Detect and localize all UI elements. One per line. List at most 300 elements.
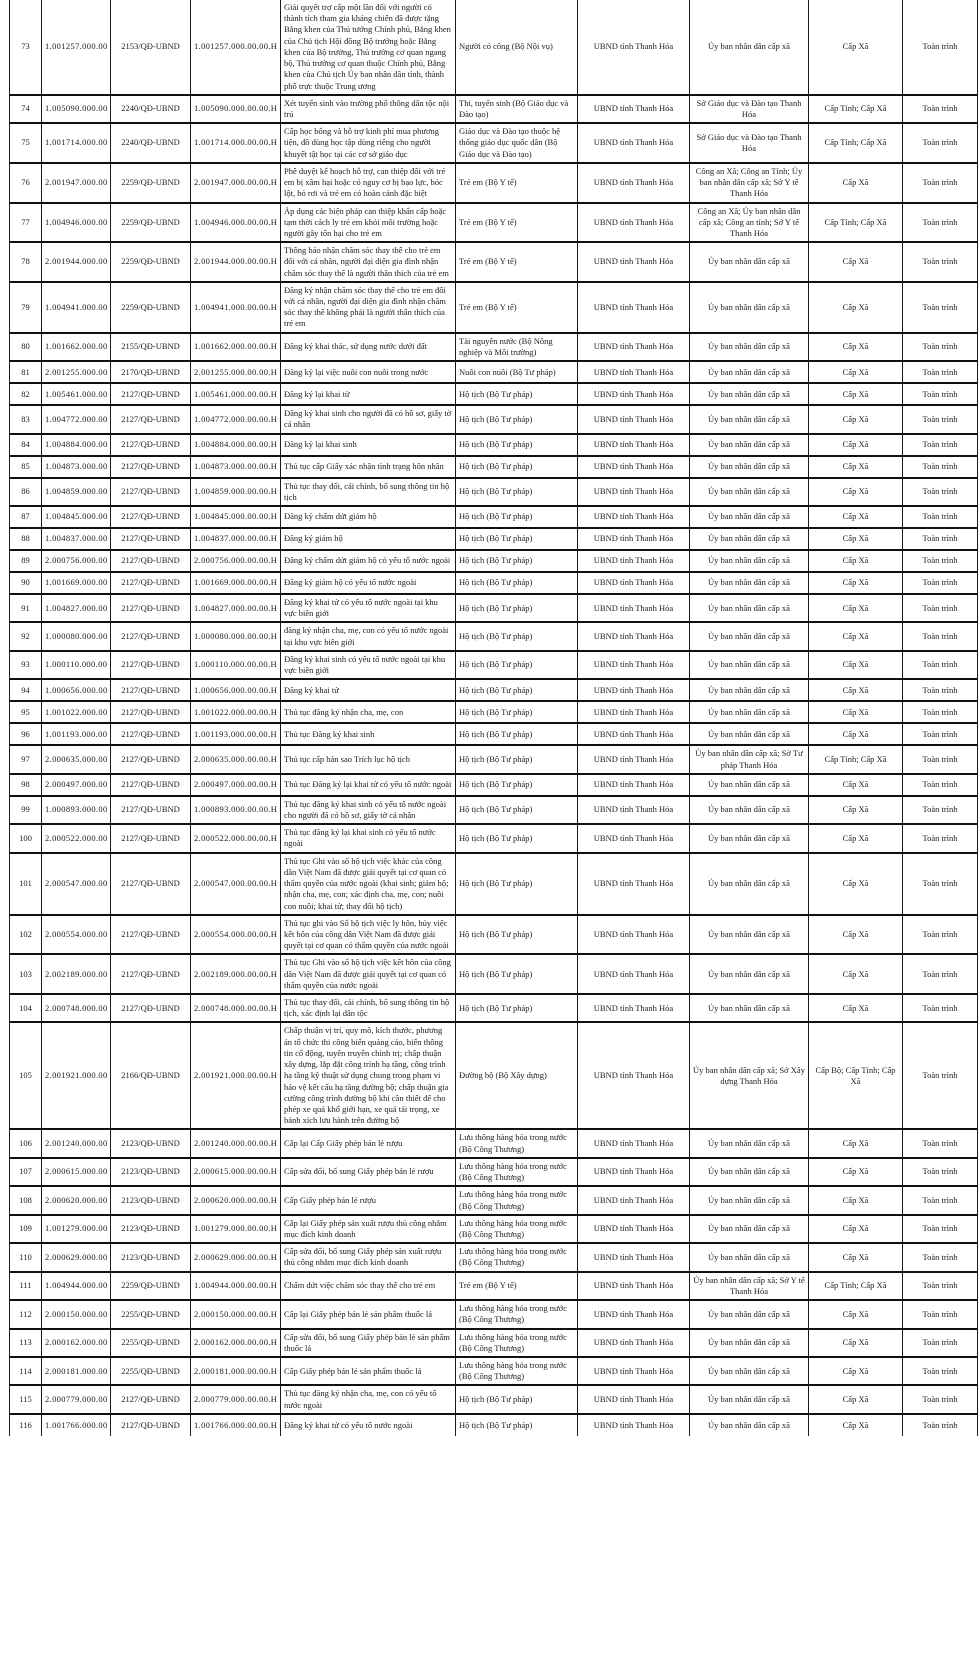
- procedure-code: 2.000181.000.00: [42, 1357, 111, 1385]
- administrative-level: Cấp Xã: [809, 774, 903, 796]
- procedure-name: Thông báo nhận chăm sóc thay thế cho trẻ em đối với cá nhân, người đại diện gia đình nhận chăm sóc thay thế là người thân thích của trẻ em: [281, 242, 456, 282]
- administrative-level: Cấp Xã: [809, 1243, 903, 1271]
- procedure-name: Thủ tục Đăng ký lại khai tử có yếu tố nước ngoài: [281, 774, 456, 796]
- procedure-code: 1.005461.000.00: [42, 383, 111, 405]
- row-number: 82: [10, 383, 42, 405]
- procedure-code: 1.004837.000.00: [42, 528, 111, 550]
- decision-number: 2127/QĐ-UBND: [111, 774, 191, 796]
- table-row: [10, 1414, 978, 1436]
- field-label: Lưu thông hàng hóa trong nước (Bộ Công Thương): [456, 1129, 578, 1157]
- implementing-agency: Ủy ban nhân dân cấp xã: [690, 478, 809, 506]
- administrative-level: Cấp Xã: [809, 282, 903, 333]
- procedure-code-full: 1.001662.000.00.00.H: [191, 333, 281, 361]
- table-row: [10, 723, 978, 745]
- field-label: Hộ tịch (Bộ Tư pháp): [456, 1414, 578, 1436]
- row-number: 81: [10, 361, 42, 383]
- administrative-level: Cấp Xã: [809, 594, 903, 622]
- procedure-code: 2.000756.000.00: [42, 550, 111, 572]
- field-label: Hộ tịch (Bộ Tư pháp): [456, 679, 578, 701]
- administrative-level: Cấp Xã: [809, 333, 903, 361]
- decision-number: 2127/QĐ-UBND: [111, 434, 191, 456]
- procedure-code: 1.000893.000.00: [42, 796, 111, 824]
- procedure-code: 1.004944.000.00: [42, 1272, 111, 1300]
- publishing-agency: UBND tỉnh Thanh Hóa: [578, 361, 690, 383]
- administrative-level: Cấp Xã: [809, 1300, 903, 1328]
- procedure-code: 2.001921.000.00: [42, 1022, 111, 1129]
- implementing-agency: Ủy ban nhân dân cấp xã: [690, 915, 809, 955]
- administrative-level: Cấp Xã: [809, 1215, 903, 1243]
- row-number: 108: [10, 1186, 42, 1214]
- decision-number: 2123/QĐ-UBND: [111, 1186, 191, 1214]
- procedure-name: Thủ tục Ghi vào sổ hộ tịch việc khác của công dân Việt Nam đã được giải quyết tại cơ quan có thẩm quyền của nước ngoài (khai sinh; giám hộ; nhận cha, mẹ, con; xác định cha, mẹ, con; nuôi con nuôi; khai tử; thay đổi hộ tịch): [281, 853, 456, 915]
- procedure-name: Giải quyết trợ cấp một lần đối với người có thành tích tham gia kháng chiến đã được tặng Bằng khen của Thủ tướng Chính phủ, Bằng khen của Chủ tịch Hội đồng Bộ trưởng hoặc Bằng khen của Bộ trưởng, Thủ trưởng cơ quan ngang bộ, Thủ trưởng cơ quan thuộc Chính phủ, Bằng khen của Chủ tịch Ủy ban nhân dân tỉnh, thành phố trực thuộc Trung ương: [281, 0, 456, 95]
- field-label: Lưu thông hàng hóa trong nước (Bộ Công Thương): [456, 1158, 578, 1186]
- online-mode: Toàn trình: [903, 333, 978, 361]
- decision-number: 2123/QĐ-UBND: [111, 1129, 191, 1157]
- online-mode: Toàn trình: [903, 282, 978, 333]
- procedure-code: 2.001240.000.00: [42, 1129, 111, 1157]
- implementing-agency: Ủy ban nhân dân cấp xã: [690, 1414, 809, 1436]
- online-mode: Toàn trình: [903, 528, 978, 550]
- procedure-name: Đăng ký giám hộ: [281, 528, 456, 550]
- field-label: Hộ tịch (Bộ Tư pháp): [456, 434, 578, 456]
- procedure-code-full: 2.000497.000.00.00.H: [191, 774, 281, 796]
- implementing-agency: Ủy ban nhân dân cấp xã: [690, 528, 809, 550]
- field-label: Hộ tịch (Bộ Tư pháp): [456, 994, 578, 1022]
- table-row: [10, 853, 978, 915]
- table-row: [10, 954, 978, 994]
- procedure-code-full: 2.000615.000.00.00.H: [191, 1158, 281, 1186]
- procedure-code: 2.001944.000.00: [42, 242, 111, 282]
- field-label: Hộ tịch (Bộ Tư pháp): [456, 478, 578, 506]
- decision-number: 2127/QĐ-UBND: [111, 994, 191, 1022]
- decision-number: 2127/QĐ-UBND: [111, 405, 191, 433]
- table-row: [10, 1300, 978, 1328]
- publishing-agency: UBND tỉnh Thanh Hóa: [578, 954, 690, 994]
- procedure-name: Đăng ký lại khai sinh: [281, 434, 456, 456]
- administrative-level: Cấp Xã: [809, 478, 903, 506]
- implementing-agency: Ủy ban nhân dân cấp xã; Sở Xây dựng Thanh Hóa: [690, 1022, 809, 1129]
- row-number: 83: [10, 405, 42, 433]
- online-mode: Toàn trình: [903, 242, 978, 282]
- procedure-code-full: 1.000080.000.00.00.H: [191, 622, 281, 650]
- publishing-agency: UBND tỉnh Thanh Hóa: [578, 383, 690, 405]
- field-label: Giáo dục và Đào tạo thuộc hệ thống giáo dục quốc dân (Bộ Giáo dục và Đào tạo): [456, 123, 578, 163]
- procedure-code: 1.000110.000.00: [42, 651, 111, 679]
- row-number: 107: [10, 1158, 42, 1186]
- table-row: [10, 282, 978, 333]
- decision-number: 2240/QĐ-UBND: [111, 95, 191, 123]
- implementing-agency: Ủy ban nhân dân cấp xã: [690, 1329, 809, 1357]
- procedure-name: Đăng ký khai tử: [281, 679, 456, 701]
- administrative-level: Cấp Xã: [809, 1329, 903, 1357]
- decision-number: 2123/QĐ-UBND: [111, 1215, 191, 1243]
- field-label: Trẻ em (Bộ Y tế): [456, 203, 578, 243]
- administrative-level: Cấp Xã: [809, 796, 903, 824]
- decision-number: 2240/QĐ-UBND: [111, 123, 191, 163]
- online-mode: Toàn trình: [903, 824, 978, 852]
- row-number: 114: [10, 1357, 42, 1385]
- publishing-agency: UBND tỉnh Thanh Hóa: [578, 774, 690, 796]
- procedure-code: 1.000656.000.00: [42, 679, 111, 701]
- row-number: 113: [10, 1329, 42, 1357]
- field-label: Hộ tịch (Bộ Tư pháp): [456, 528, 578, 550]
- procedure-code-full: 1.001193.000.00.00.H: [191, 723, 281, 745]
- field-label: Hộ tịch (Bộ Tư pháp): [456, 723, 578, 745]
- row-number: 93: [10, 651, 42, 679]
- procedure-code: 1.004827.000.00: [42, 594, 111, 622]
- decision-number: 2153/QĐ-UBND: [111, 0, 191, 95]
- implementing-agency: Ủy ban nhân dân cấp xã: [690, 572, 809, 594]
- online-mode: Toàn trình: [903, 1385, 978, 1413]
- procedure-name: Cấp học bổng và hỗ trợ kinh phí mua phương tiện, đồ dùng học tập dùng riêng cho người khuyết tật học tại các cơ sở giáo dục: [281, 123, 456, 163]
- publishing-agency: UBND tỉnh Thanh Hóa: [578, 915, 690, 955]
- online-mode: Toàn trình: [903, 506, 978, 528]
- publishing-agency: UBND tỉnh Thanh Hóa: [578, 434, 690, 456]
- publishing-agency: UBND tỉnh Thanh Hóa: [578, 824, 690, 852]
- implementing-agency: Ủy ban nhân dân cấp xã: [690, 1186, 809, 1214]
- decision-number: 2127/QĐ-UBND: [111, 594, 191, 622]
- online-mode: Toàn trình: [903, 723, 978, 745]
- row-number: 96: [10, 723, 42, 745]
- procedure-code: 2.000635.000.00: [42, 745, 111, 773]
- online-mode: Toàn trình: [903, 1414, 978, 1436]
- implementing-agency: Ủy ban nhân dân cấp xã: [690, 1385, 809, 1413]
- procedure-name: Cấp lại Giấy phép bán lẻ sản phẩm thuốc lá: [281, 1300, 456, 1328]
- row-number: 99: [10, 796, 42, 824]
- decision-number: 2259/QĐ-UBND: [111, 282, 191, 333]
- field-label: Hộ tịch (Bộ Tư pháp): [456, 774, 578, 796]
- publishing-agency: UBND tỉnh Thanh Hóa: [578, 853, 690, 915]
- procedure-code-full: 2.001921.000.00.00.H: [191, 1022, 281, 1129]
- implementing-agency: Công an Xã; Ủy ban nhân dân cấp xã; Công an tỉnh; Sở Y tế Thanh Hóa: [690, 203, 809, 243]
- administrative-level: Cấp Xã: [809, 506, 903, 528]
- procedure-code-full: 2.000522.000.00.00.H: [191, 824, 281, 852]
- row-number: 86: [10, 478, 42, 506]
- procedure-name: Chấp thuận vị trí, quy mô, kích thước, phương án tổ chức thi công biển quảng cáo, biển thông tin cổ động, tuyên truyền chính trị; chấp thuận xây dựng, lắp đặt công trình hạ tầng, công trình hạ tầng kỹ thuật sử dụng chung trong phạm vi bảo vệ kết cấu hạ tầng đường bộ; chấp thuận gia cường công trình đường bộ khi cần thiết để cho phép xe quá khổ giới hạn, xe quá tải trọng, xe bánh xích lưu hành trên đường bộ: [281, 1022, 456, 1129]
- online-mode: Toàn trình: [903, 1243, 978, 1271]
- administrative-level: Cấp Xã: [809, 723, 903, 745]
- procedure-code-full: 1.004845.000.00.00.H: [191, 506, 281, 528]
- procedure-name: Thủ tục cấp Giấy xác nhận tình trạng hôn nhân: [281, 456, 456, 478]
- implementing-agency: Ủy ban nhân dân cấp xã: [690, 1300, 809, 1328]
- administrative-level: Cấp Xã: [809, 994, 903, 1022]
- table-row: [10, 1385, 978, 1413]
- online-mode: Toàn trình: [903, 1215, 978, 1243]
- procedure-name: Thủ tục Ghi vào sổ hộ tịch việc kết hôn của công dân Việt Nam đã được giải quyết tại cơ quan có thẩm quyền của nước ngoài: [281, 954, 456, 994]
- procedure-code: 2.000748.000.00: [42, 994, 111, 1022]
- decision-number: 2166/QĐ-UBND: [111, 1022, 191, 1129]
- procedure-code-full: 2.000620.000.00.00.H: [191, 1186, 281, 1214]
- field-label: Hộ tịch (Bộ Tư pháp): [456, 456, 578, 478]
- procedure-name: Cấp sửa đổi, bổ sung Giấy phép sản xuất rượu thủ công nhằm mục đích kinh doanh: [281, 1243, 456, 1271]
- field-label: Hộ tịch (Bộ Tư pháp): [456, 383, 578, 405]
- publishing-agency: UBND tỉnh Thanh Hóa: [578, 1158, 690, 1186]
- publishing-agency: UBND tỉnh Thanh Hóa: [578, 1385, 690, 1413]
- procedure-name: Chấm dứt việc chăm sóc thay thế cho trẻ em: [281, 1272, 456, 1300]
- procedure-code: 1.000080.000.00: [42, 622, 111, 650]
- table-row: [10, 203, 978, 243]
- online-mode: Toàn trình: [903, 0, 978, 95]
- publishing-agency: UBND tỉnh Thanh Hóa: [578, 701, 690, 723]
- administrative-level: Cấp Xã: [809, 1414, 903, 1436]
- decision-number: 2127/QĐ-UBND: [111, 745, 191, 773]
- procedure-code-full: 1.004772.000.00.00.H: [191, 405, 281, 433]
- administrative-level: Cấp Tỉnh; Cấp Xã: [809, 745, 903, 773]
- administrative-level: Cấp Xã: [809, 915, 903, 955]
- online-mode: Toàn trình: [903, 456, 978, 478]
- implementing-agency: Ủy ban nhân dân cấp xã: [690, 506, 809, 528]
- procedure-code-full: 2.000181.000.00.00.H: [191, 1357, 281, 1385]
- field-label: Hộ tịch (Bộ Tư pháp): [456, 1385, 578, 1413]
- implementing-agency: Ủy ban nhân dân cấp xã: [690, 0, 809, 95]
- publishing-agency: UBND tỉnh Thanh Hóa: [578, 478, 690, 506]
- field-label: Hộ tịch (Bộ Tư pháp): [456, 550, 578, 572]
- decision-number: 2259/QĐ-UBND: [111, 1272, 191, 1300]
- publishing-agency: UBND tỉnh Thanh Hóa: [578, 163, 690, 203]
- procedure-code: 1.001766.000.00: [42, 1414, 111, 1436]
- field-label: Thi, tuyển sinh (Bộ Giáo dục và Đào tạo): [456, 95, 578, 123]
- procedure-name: Đăng ký giám hộ có yếu tố nước ngoài: [281, 572, 456, 594]
- procedure-code-full: 2.000748.000.00.00.H: [191, 994, 281, 1022]
- table-row: [10, 651, 978, 679]
- row-number: 89: [10, 550, 42, 572]
- table-row: [10, 572, 978, 594]
- table-row: [10, 679, 978, 701]
- publishing-agency: UBND tỉnh Thanh Hóa: [578, 1300, 690, 1328]
- implementing-agency: Ủy ban nhân dân cấp xã: [690, 994, 809, 1022]
- procedure-code-full: 2.000554.000.00.00.H: [191, 915, 281, 955]
- procedure-code: 1.001193.000.00: [42, 723, 111, 745]
- decision-number: 2259/QĐ-UBND: [111, 242, 191, 282]
- procedure-code: 2.001947.000.00: [42, 163, 111, 203]
- implementing-agency: Ủy ban nhân dân cấp xã: [690, 774, 809, 796]
- decision-number: 2255/QĐ-UBND: [111, 1357, 191, 1385]
- row-number: 102: [10, 915, 42, 955]
- publishing-agency: UBND tỉnh Thanh Hóa: [578, 242, 690, 282]
- procedure-code: 2.000547.000.00: [42, 853, 111, 915]
- table-row: [10, 1215, 978, 1243]
- administrative-level: Cấp Xã: [809, 0, 903, 95]
- procedure-name: Thủ tục Đăng ký khai sinh: [281, 723, 456, 745]
- procedure-name: Đăng ký chấm dứt giám hộ có yếu tố nước ngoài: [281, 550, 456, 572]
- procedure-code: 1.004946.000.00: [42, 203, 111, 243]
- table-row: [10, 0, 978, 95]
- implementing-agency: Ủy ban nhân dân cấp xã: [690, 622, 809, 650]
- online-mode: Toàn trình: [903, 1129, 978, 1157]
- procedure-code: 2.000620.000.00: [42, 1186, 111, 1214]
- administrative-level: Cấp Tỉnh; Cấp Xã: [809, 203, 903, 243]
- field-label: Nuôi con nuôi (Bộ Tư pháp): [456, 361, 578, 383]
- procedure-code: 2.000629.000.00: [42, 1243, 111, 1271]
- procedure-name: Cấp lại Giấy phép sản xuất rượu thủ công nhằm mục đích kinh doanh: [281, 1215, 456, 1243]
- decision-number: 2255/QĐ-UBND: [111, 1329, 191, 1357]
- decision-number: 2127/QĐ-UBND: [111, 1414, 191, 1436]
- procedure-code-full: 1.000893.000.00.00.H: [191, 796, 281, 824]
- procedure-name: Cấp lại Cấp Giấy phép bán lẻ rượu: [281, 1129, 456, 1157]
- decision-number: 2255/QĐ-UBND: [111, 1300, 191, 1328]
- table-row: [10, 1329, 978, 1357]
- procedure-code-full: 1.001279.000.00.00.H: [191, 1215, 281, 1243]
- publishing-agency: UBND tỉnh Thanh Hóa: [578, 1243, 690, 1271]
- procedure-code: 1.001022.000.00: [42, 701, 111, 723]
- procedure-name: Phê duyệt kế hoạch hỗ trợ, can thiệp đối với trẻ em bị xâm hại hoặc có nguy cơ bị bạo lực, bóc lột, bỏ rơi và trẻ em có hoàn cảnh đặc biệt: [281, 163, 456, 203]
- row-number: 109: [10, 1215, 42, 1243]
- implementing-agency: Ủy ban nhân dân cấp xã: [690, 333, 809, 361]
- row-number: 77: [10, 203, 42, 243]
- row-number: 75: [10, 123, 42, 163]
- field-label: Lưu thông hàng hóa trong nước (Bộ Công Thương): [456, 1300, 578, 1328]
- online-mode: Toàn trình: [903, 203, 978, 243]
- procedure-code: 2.000162.000.00: [42, 1329, 111, 1357]
- field-label: Trẻ em (Bộ Y tế): [456, 282, 578, 333]
- table-row: [10, 745, 978, 773]
- administrative-level: Cấp Xã: [809, 1385, 903, 1413]
- publishing-agency: UBND tỉnh Thanh Hóa: [578, 0, 690, 95]
- implementing-agency: Ủy ban nhân dân cấp xã: [690, 594, 809, 622]
- implementing-agency: Ủy ban nhân dân cấp xã: [690, 1129, 809, 1157]
- online-mode: Toàn trình: [903, 123, 978, 163]
- administrative-level: Cấp Tỉnh; Cấp Xã: [809, 95, 903, 123]
- decision-number: 2127/QĐ-UBND: [111, 456, 191, 478]
- online-mode: Toàn trình: [903, 95, 978, 123]
- procedure-code: 1.001714.000.00: [42, 123, 111, 163]
- implementing-agency: Sở Giáo dục và Đào tạo Thanh Hóa: [690, 95, 809, 123]
- administrative-level: Cấp Tỉnh; Cấp Xã: [809, 123, 903, 163]
- procedure-code-full: 1.001766.000.00.00.H: [191, 1414, 281, 1436]
- table-row: [10, 550, 978, 572]
- table-row: [10, 333, 978, 361]
- row-number: 95: [10, 701, 42, 723]
- row-number: 88: [10, 528, 42, 550]
- online-mode: Toàn trình: [903, 383, 978, 405]
- procedure-code-full: 1.004946.000.00.00.H: [191, 203, 281, 243]
- publishing-agency: UBND tỉnh Thanh Hóa: [578, 796, 690, 824]
- row-number: 90: [10, 572, 42, 594]
- field-label: Hộ tịch (Bộ Tư pháp): [456, 954, 578, 994]
- table-row: [10, 123, 978, 163]
- implementing-agency: Ủy ban nhân dân cấp xã: [690, 1158, 809, 1186]
- decision-number: 2123/QĐ-UBND: [111, 1243, 191, 1271]
- row-number: 94: [10, 679, 42, 701]
- table-row: [10, 405, 978, 433]
- procedure-name: Đăng ký khai sinh có yếu tố nước ngoài tại khu vực biên giới: [281, 651, 456, 679]
- online-mode: Toàn trình: [903, 915, 978, 955]
- table-row: [10, 774, 978, 796]
- table-row: [10, 528, 978, 550]
- procedure-code-full: 1.004884.000.00.00.H: [191, 434, 281, 456]
- online-mode: Toàn trình: [903, 853, 978, 915]
- procedures-table: [9, 0, 978, 1436]
- decision-number: 2127/QĐ-UBND: [111, 651, 191, 679]
- procedure-code-full: 1.004873.000.00.00.H: [191, 456, 281, 478]
- online-mode: Toàn trình: [903, 594, 978, 622]
- implementing-agency: Ủy ban nhân dân cấp xã: [690, 282, 809, 333]
- procedure-code-full: 2.000635.000.00.00.H: [191, 745, 281, 773]
- procedure-name: Thủ tục đăng ký khai sinh có yếu tố nước ngoài cho người đã có hồ sơ, giấy tờ cá nhân: [281, 796, 456, 824]
- row-number: 76: [10, 163, 42, 203]
- publishing-agency: UBND tỉnh Thanh Hóa: [578, 95, 690, 123]
- implementing-agency: Ủy ban nhân dân cấp xã: [690, 824, 809, 852]
- online-mode: Toàn trình: [903, 701, 978, 723]
- procedure-name: Đăng ký khai tử có yếu tố nước ngoài: [281, 1414, 456, 1436]
- procedure-code-full: 2.001240.000.00.00.H: [191, 1129, 281, 1157]
- online-mode: Toàn trình: [903, 1272, 978, 1300]
- decision-number: 2127/QĐ-UBND: [111, 383, 191, 405]
- procedure-code: 1.005090.000.00: [42, 95, 111, 123]
- implementing-agency: Sở Giáo dục và Đào tạo Thanh Hóa: [690, 123, 809, 163]
- procedure-code: 1.004859.000.00: [42, 478, 111, 506]
- procedure-code-full: 1.004944.000.00.00.H: [191, 1272, 281, 1300]
- procedure-code-full: 1.004827.000.00.00.H: [191, 594, 281, 622]
- procedure-name: Cấp Giấy phép bán lẻ rượu: [281, 1186, 456, 1214]
- row-number: 103: [10, 954, 42, 994]
- table-row: [10, 622, 978, 650]
- publishing-agency: UBND tỉnh Thanh Hóa: [578, 528, 690, 550]
- implementing-agency: Ủy ban nhân dân cấp xã: [690, 550, 809, 572]
- online-mode: Toàn trình: [903, 994, 978, 1022]
- procedure-code: 1.004845.000.00: [42, 506, 111, 528]
- table-row: [10, 1357, 978, 1385]
- implementing-agency: Ủy ban nhân dân cấp xã: [690, 434, 809, 456]
- decision-number: 2127/QĐ-UBND: [111, 622, 191, 650]
- row-number: 85: [10, 456, 42, 478]
- table-row: [10, 242, 978, 282]
- procedure-name: Đăng ký khai tử có yếu tố nước ngoài tại khu vực biên giới: [281, 594, 456, 622]
- administrative-level: Cấp Xã: [809, 622, 903, 650]
- field-label: Trẻ em (Bộ Y tế): [456, 163, 578, 203]
- implementing-agency: Ủy ban nhân dân cấp xã: [690, 954, 809, 994]
- administrative-level: Cấp Xã: [809, 1129, 903, 1157]
- decision-number: 2127/QĐ-UBND: [111, 824, 191, 852]
- procedure-name: Đăng ký nhận chăm sóc thay thế cho trẻ em đối với cá nhân, người đại diện gia đình nhận chăm sóc thay thế không phải là người thân thích của trẻ em: [281, 282, 456, 333]
- administrative-level: Cấp Xã: [809, 434, 903, 456]
- online-mode: Toàn trình: [903, 1186, 978, 1214]
- decision-number: 2259/QĐ-UBND: [111, 163, 191, 203]
- administrative-level: Cấp Xã: [809, 1357, 903, 1385]
- publishing-agency: UBND tỉnh Thanh Hóa: [578, 333, 690, 361]
- procedure-code: 2.001255.000.00: [42, 361, 111, 383]
- online-mode: Toàn trình: [903, 1022, 978, 1129]
- administrative-level: Cấp Xã: [809, 701, 903, 723]
- procedure-code-full: 2.000629.000.00.00.H: [191, 1243, 281, 1271]
- field-label: Hộ tịch (Bộ Tư pháp): [456, 745, 578, 773]
- decision-number: 2127/QĐ-UBND: [111, 528, 191, 550]
- publishing-agency: UBND tỉnh Thanh Hóa: [578, 203, 690, 243]
- publishing-agency: UBND tỉnh Thanh Hóa: [578, 1329, 690, 1357]
- table-row: [10, 361, 978, 383]
- table-row: [10, 1272, 978, 1300]
- procedure-code-full: 1.004837.000.00.00.H: [191, 528, 281, 550]
- administrative-level: Cấp Xã: [809, 1158, 903, 1186]
- online-mode: Toàn trình: [903, 405, 978, 433]
- publishing-agency: UBND tỉnh Thanh Hóa: [578, 622, 690, 650]
- procedure-code-full: 2.000150.000.00.00.H: [191, 1300, 281, 1328]
- publishing-agency: UBND tỉnh Thanh Hóa: [578, 723, 690, 745]
- field-label: Hộ tịch (Bộ Tư pháp): [456, 622, 578, 650]
- row-number: 74: [10, 95, 42, 123]
- field-label: Tài nguyên nước (Bộ Nông nghiệp và Môi trường): [456, 333, 578, 361]
- administrative-level: Cấp Xã: [809, 853, 903, 915]
- decision-number: 2127/QĐ-UBND: [111, 701, 191, 723]
- procedure-name: Thủ tục đăng ký nhận cha, mẹ, con có yếu tố nước ngoài: [281, 1385, 456, 1413]
- online-mode: Toàn trình: [903, 745, 978, 773]
- online-mode: Toàn trình: [903, 651, 978, 679]
- administrative-level: Cấp Xã: [809, 405, 903, 433]
- decision-number: 2127/QĐ-UBND: [111, 550, 191, 572]
- implementing-agency: Công an Xã; Công an Tỉnh; Ủy ban nhân dân cấp xã; Sở Y tế Thanh Hóa: [690, 163, 809, 203]
- procedure-code-full: 1.004941.000.00.00.H: [191, 282, 281, 333]
